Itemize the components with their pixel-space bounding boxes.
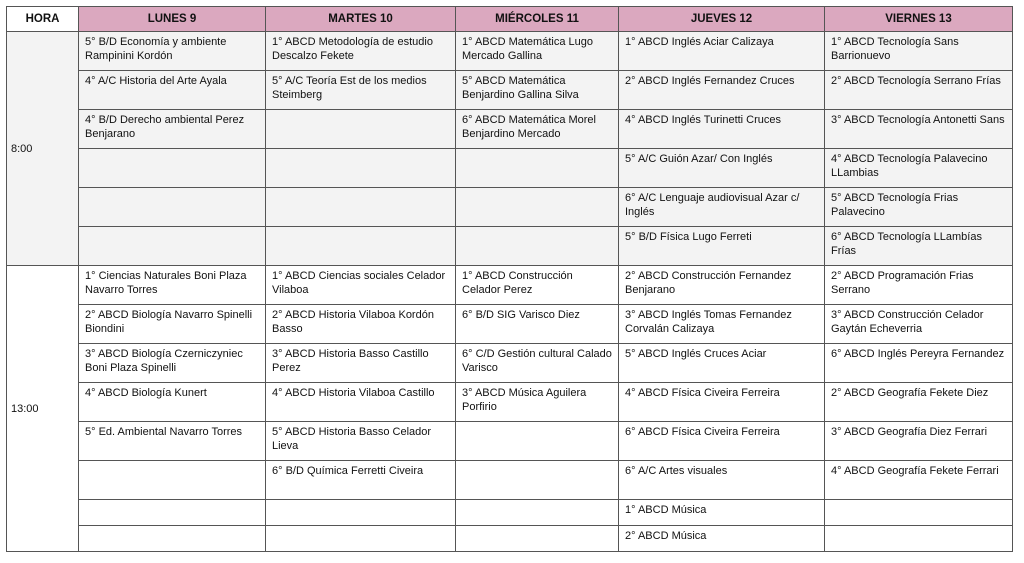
class-cell: 5° ABCD Tecnología Frias Palavecino: [825, 188, 1013, 227]
class-cell: 5° B/D Física Lugo Ferreti: [619, 227, 825, 266]
schedule-row: [7, 188, 1013, 227]
class-cell: 3° ABCD Construcción Celador Gaytán Echeverria: [825, 305, 1013, 344]
class-cell: [79, 227, 266, 266]
schedule-row: [7, 227, 1013, 266]
schedule-row: [7, 500, 1013, 526]
schedule-row: [7, 149, 1013, 188]
schedule-row: [7, 32, 1013, 71]
class-cell: [825, 500, 1013, 526]
class-cell: 2° ABCD Biología Navarro Spinelli Biondini: [79, 305, 266, 344]
class-cell: 1° ABCD Tecnología Sans Barrionuevo: [825, 32, 1013, 71]
class-cell: [266, 149, 456, 188]
class-cell: [456, 461, 619, 500]
class-cell: 2° ABCD Geografía Fekete Diez: [825, 383, 1013, 422]
schedule-table: [6, 6, 1013, 552]
class-cell: 2° ABCD Historia Vilaboa Kordón Basso: [266, 305, 456, 344]
class-cell: [79, 188, 266, 227]
class-cell: 6° C/D Gestión cultural Calado Varisco: [456, 344, 619, 383]
class-cell: 5° Ed. Ambiental Navarro Torres: [79, 422, 266, 461]
schedule-row: [7, 461, 1013, 500]
class-cell: 5° ABCD Matemática Benjardino Gallina Silva: [456, 71, 619, 110]
class-cell: 5° ABCD Historia Basso Celador Lieva: [266, 422, 456, 461]
class-cell: [456, 526, 619, 552]
header-viernes: VIERNES 13: [825, 7, 1013, 32]
class-cell: 4° ABCD Inglés Turinetti Cruces: [619, 110, 825, 149]
class-cell: 3° ABCD Tecnología Antonetti Sans: [825, 110, 1013, 149]
class-cell: 5° B/D Economía y ambiente Rampinini Kordón: [79, 32, 266, 71]
class-cell: 2° ABCD Construcción Fernandez Benjarano: [619, 266, 825, 305]
class-cell: 6° B/D SIG Varisco Diez: [456, 305, 619, 344]
class-cell: 4° ABCD Historia Vilaboa Castillo: [266, 383, 456, 422]
class-cell: [79, 500, 266, 526]
time-slot-13-00: 13:00: [7, 266, 79, 552]
class-cell: [266, 500, 456, 526]
header-row: [7, 7, 1013, 32]
header-hora: HORA: [7, 7, 79, 32]
header-miercoles: MIÉRCOLES 11: [456, 7, 619, 32]
class-cell: 3° ABCD Historia Basso Castillo Perez: [266, 344, 456, 383]
class-cell: [456, 422, 619, 461]
class-cell: 5° ABCD Inglés Cruces Aciar: [619, 344, 825, 383]
class-cell: [825, 526, 1013, 552]
header-lunes: LUNES 9: [79, 7, 266, 32]
class-cell: 3° ABCD Biología Czerniczyniec Boni Plaza Spinelli: [79, 344, 266, 383]
class-cell: 1° ABCD Metodología de estudio Descalzo Fekete: [266, 32, 456, 71]
class-cell: [456, 149, 619, 188]
class-cell: [456, 227, 619, 266]
header-martes: MARTES 10: [266, 7, 456, 32]
class-cell: 6° ABCD Inglés Pereyra Fernandez: [825, 344, 1013, 383]
class-cell: 4° ABCD Tecnología Palavecino LLambias: [825, 149, 1013, 188]
class-cell: 6° ABCD Física Civeira Ferreira: [619, 422, 825, 461]
class-cell: 3° ABCD Inglés Tomas Fernandez Corvalán Calizaya: [619, 305, 825, 344]
class-cell: 1° ABCD Ciencias sociales Celador Vilaboa: [266, 266, 456, 305]
class-cell: 4° ABCD Biología Kunert: [79, 383, 266, 422]
class-cell: 6° A/C Lenguaje audiovisual Azar c/ Inglés: [619, 188, 825, 227]
class-cell: 4° A/C Historia del Arte Ayala: [79, 71, 266, 110]
schedule-row: [7, 71, 1013, 110]
class-cell: 6° ABCD Matemática Morel Benjardino Mercado: [456, 110, 619, 149]
class-cell: 4° B/D Derecho ambiental Perez Benjarano: [79, 110, 266, 149]
schedule-row: [7, 383, 1013, 422]
class-cell: [266, 227, 456, 266]
class-cell: 1° ABCD Música: [619, 500, 825, 526]
class-cell: [79, 461, 266, 500]
class-cell: 2° ABCD Música: [619, 526, 825, 552]
class-cell: [266, 526, 456, 552]
class-cell: 1° ABCD Matemática Lugo Mercado Gallina: [456, 32, 619, 71]
class-cell: [79, 149, 266, 188]
class-cell: [456, 188, 619, 227]
class-cell: 6° B/D Química Ferretti Civeira: [266, 461, 456, 500]
class-cell: 5° A/C Guión Azar/ Con Inglés: [619, 149, 825, 188]
schedule-row: [7, 305, 1013, 344]
time-slot-8-00: 8:00: [7, 32, 79, 266]
class-cell: 4° ABCD Física Civeira Ferreira: [619, 383, 825, 422]
schedule-row: [7, 526, 1013, 552]
schedule-row: [7, 266, 1013, 305]
class-cell: 3° ABCD Música Aguilera Porfirio: [456, 383, 619, 422]
class-cell: 1° ABCD Construcción Celador Perez: [456, 266, 619, 305]
class-cell: 5° A/C Teoría Est de los medios Steimberg: [266, 71, 456, 110]
class-cell: 4° ABCD Geografía Fekete Ferrari: [825, 461, 1013, 500]
class-cell: 6° A/C Artes visuales: [619, 461, 825, 500]
class-cell: [456, 500, 619, 526]
class-cell: [79, 526, 266, 552]
schedule-row: [7, 422, 1013, 461]
class-cell: 1° Ciencias Naturales Boni Plaza Navarro Torres: [79, 266, 266, 305]
class-cell: 6° ABCD Tecnología LLambías Frías: [825, 227, 1013, 266]
class-cell: 2° ABCD Programación Frias Serrano: [825, 266, 1013, 305]
header-jueves: JUEVES 12: [619, 7, 825, 32]
class-cell: [266, 188, 456, 227]
class-cell: 3° ABCD Geografía Diez Ferrari: [825, 422, 1013, 461]
schedule-row: [7, 344, 1013, 383]
class-cell: 1° ABCD Inglés Aciar Calizaya: [619, 32, 825, 71]
class-cell: 2° ABCD Inglés Fernandez Cruces: [619, 71, 825, 110]
schedule-row: [7, 110, 1013, 149]
class-cell: 2° ABCD Tecnología Serrano Frías: [825, 71, 1013, 110]
class-cell: [266, 110, 456, 149]
